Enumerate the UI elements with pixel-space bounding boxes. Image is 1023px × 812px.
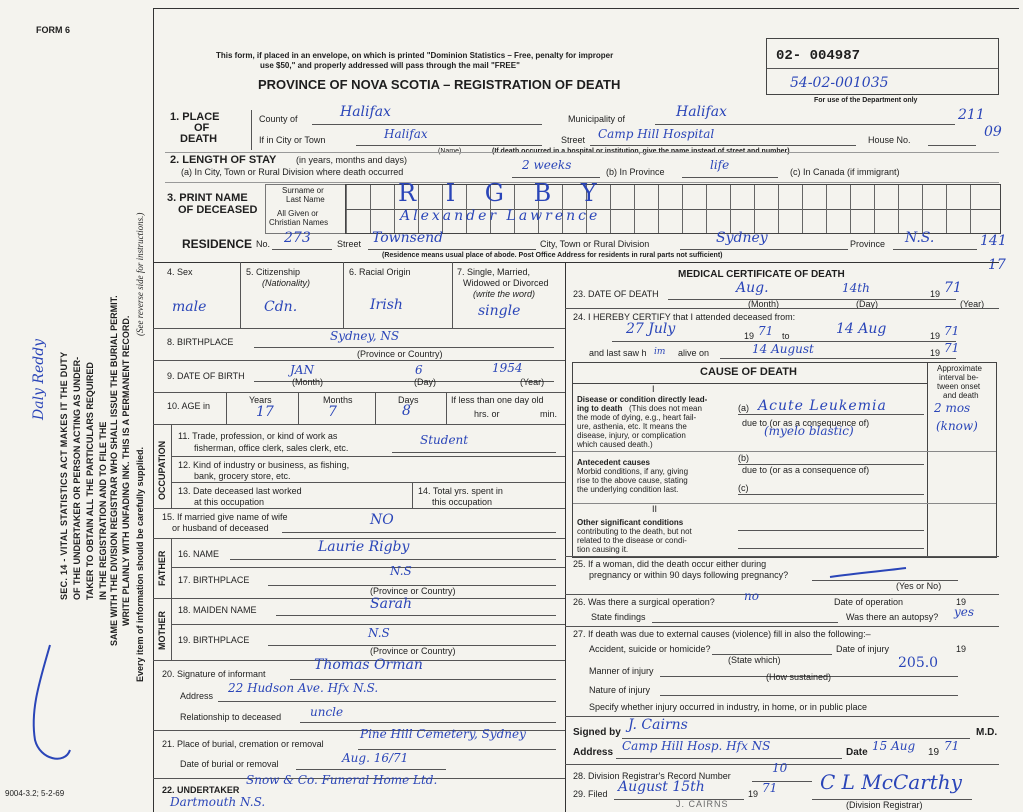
birthplace-label: 8. BIRTHPLACE (167, 337, 234, 347)
relationship-label: Relationship to deceased (180, 712, 282, 722)
specify-label: Specify whether injury occurred in industry, in home, or in public place (589, 702, 867, 712)
stay-a-label: (a) In City, Town or Rural Division where death occurred (181, 167, 404, 177)
burial-date-label: Date of burial or removal (180, 759, 279, 769)
residence-street-value: Townsend (372, 230, 444, 246)
printer-code: 9004-3.2; 5-2-69 (5, 789, 65, 798)
given-names-value: Alexander Lawrence (400, 208, 601, 224)
informant-label: 20. Signature of informant (162, 669, 266, 679)
stay-c-label: (c) In Canada (if immigrant) (790, 167, 900, 177)
given-label-1: All Given or (277, 209, 319, 218)
father-birthplace-note: (Province or Country) (370, 586, 456, 596)
citizenship-value: Cdn. (264, 299, 298, 315)
father-name-label: 16. NAME (178, 549, 220, 559)
residence-note: (Residence means usual place of abode. Post Office Address for residents in rural parts not sufficient) (382, 252, 723, 259)
direct-note-2: the mode of dying, e.g., heart fail- (577, 413, 697, 422)
q13-label-1: 13. Date deceased last worked (178, 486, 302, 496)
undertaker-address: Dartmouth N.S. (170, 795, 266, 809)
county-label: County of (259, 114, 298, 124)
age-label: 10. AGE in (167, 401, 211, 411)
undertaker-value: Snow & Co. Funeral Home Ltd. (246, 773, 438, 787)
date-of-death-day: 14th (842, 281, 870, 295)
residence-province-label: Province (850, 239, 886, 249)
antecedent-note-3: the underlying condition last. (577, 485, 679, 494)
racial-origin-value: Irish (370, 297, 403, 313)
marital-label-3: (write the word) (473, 289, 536, 299)
dob-day-note: (Day) (414, 377, 436, 387)
q28-value: 10 (772, 761, 788, 775)
medical-title: MEDICAL CERTIFICATE OF DEATH (678, 269, 845, 280)
marital-label-2: Widowed or Divorced (463, 278, 549, 288)
cause-b-prefix: (b) (738, 453, 749, 463)
q13-label-2: at this occupation (194, 497, 265, 507)
signed-by-value: J. Cairns (628, 717, 688, 733)
residence-city-label: City, Town or Rural Division (540, 239, 650, 249)
q29-label: 29. Filed (573, 789, 608, 799)
birthplace-note: (Province or Country) (357, 349, 443, 359)
citizenship-label: 5. Citizenship (246, 267, 301, 277)
operation-date-label: Date of operation (834, 597, 904, 607)
code-17: 17 (988, 257, 1006, 273)
q29-year: 71 (762, 781, 778, 795)
mother-birthplace-label: 19. BIRTHPLACE (178, 635, 250, 645)
interval-label-2: interval be- (939, 373, 979, 382)
sex-value: male (172, 299, 207, 315)
date-of-death-year: 71 (944, 280, 962, 296)
q25-dash (828, 565, 908, 581)
dod-month-note: (Month) (748, 299, 780, 309)
cause-c-prefix: (c) (738, 483, 749, 493)
place-of-label: OF (194, 122, 210, 134)
residence-no-label: No. (256, 239, 271, 249)
reverse-side-note: (See reverse side for instructions.) (135, 212, 145, 336)
city-label: If in City or Town (259, 135, 326, 145)
law-line-6: WRITE PLAINLY WITH UNFADING INK. THIS IS A PERMANENT RECORD. (121, 315, 131, 626)
date-of-death-month: Aug. (736, 280, 769, 296)
q29-value: August 15th (618, 779, 705, 795)
cause-b-due-to: due to (or as a consequence of) (742, 465, 870, 475)
attended-to-label: to (782, 331, 790, 341)
last-saw-label: and last saw h (589, 348, 647, 358)
residence-city-value: Sydney (716, 230, 768, 246)
mother-birthplace-note: (Province or Country) (370, 646, 456, 656)
mail-notice-2: use $50," and properly addressed will pass through the mail "FREE" (260, 61, 520, 70)
q25-label-2: pregnancy or within 90 days following pregnancy? (589, 570, 789, 580)
city-name-note: (Name) (438, 148, 462, 155)
q11-value: Student (420, 433, 469, 447)
code-211: 211 (958, 107, 985, 123)
age-years-label: Years (249, 395, 272, 405)
dod-day-note: (Day) (856, 299, 878, 309)
date-of-death-label: 23. DATE OF DEATH (573, 289, 659, 299)
residence-street-label: Street (337, 239, 362, 249)
law-line-5: SAME WITH THE DIVISION REGISTRAR WHO SHALL ISSUE THE BURIAL PERMIT. (109, 295, 119, 646)
q26-value: no (744, 589, 759, 603)
age-days-label: Days (398, 395, 419, 405)
stay-label: 2. LENGTH OF STAY (170, 154, 277, 166)
father-name-value: Laurie Rigby (318, 539, 410, 555)
code-09: 09 (984, 124, 1002, 140)
residence-label: RESIDENCE (182, 237, 253, 251)
stay-label-note: (in years, months and days) (296, 155, 408, 165)
min-label: min. (540, 409, 558, 419)
roman-two: II (652, 504, 658, 514)
law-line-4: IN THE REGISTRATION AND TO FILE THE (98, 421, 108, 600)
cause-of-death-title: CAUSE OF DEATH (700, 366, 797, 378)
father-side-label: FATHER (157, 550, 167, 586)
attended-from: 27 July (626, 321, 676, 337)
top-frame-line (153, 8, 1019, 9)
city-value: Halifax (384, 127, 428, 141)
how-sustained-note: (How sustained) (766, 672, 832, 682)
direct-note-3: ure, asthenia, etc. It means the (577, 422, 687, 431)
surname-label-2: Last Name (286, 195, 325, 204)
dob-year-note: (Year) (520, 377, 545, 387)
other-note-2: related to the disease or condi- (577, 536, 687, 545)
birthplace-value: Sydney, NS (330, 329, 400, 343)
attended-from-year: 71 (758, 324, 774, 338)
attended-prefix-19: 19 (744, 331, 755, 341)
careful-note: Every item of information should be carefully supplied. (135, 446, 145, 682)
informant-address-value: 22 Hudson Ave. Hfx N.S. (228, 681, 379, 695)
q28-label: 28. Division Registrar's Record Number (573, 771, 731, 781)
residence-province-value: N.S. (905, 230, 935, 246)
q12-label-2: bank, grocery store, etc. (194, 471, 291, 481)
municipality-label: Municipality of (568, 114, 626, 124)
mother-birthplace-value: N.S (368, 626, 390, 640)
informant-address-label: Address (180, 691, 214, 701)
mother-side-label: MOTHER (157, 611, 167, 650)
hospital-note: (If death occurred in a hospital or institution, give the name instead of street and number) (492, 148, 790, 155)
father-birthplace-value: N.S (390, 564, 412, 578)
other-note-3: tion causing it. (577, 545, 629, 554)
marital-label-1: 7. Single, Married, (457, 267, 531, 277)
signature-date-prefix: 19 (928, 747, 940, 758)
street-value: Camp Hill Hospital (598, 127, 715, 141)
signed-by-label: Signed by (573, 727, 621, 738)
mother-maiden-value: Sarah (370, 596, 412, 612)
department-use-label: For use of the Department only (814, 97, 918, 104)
registrar-note: (Division Registrar) (846, 800, 923, 810)
surname-label-1: Surname or (282, 186, 324, 195)
street-label: Street (561, 135, 586, 145)
informant-value: Thomas Orman (314, 657, 423, 673)
signature-date-year: 71 (944, 739, 960, 753)
signer-address-value: Camp Hill Hosp. Hfx NS (622, 739, 771, 753)
registration-number: 02- 004987 (776, 48, 861, 64)
occupation-side-label: OCCUPATION (157, 440, 167, 500)
cairns-stamp: J. CAIRNS (676, 799, 729, 809)
nature-label: Nature of injury (589, 685, 651, 695)
spouse-label-1: 15. If married give name of wife (162, 512, 288, 522)
father-birthplace-label: 17. BIRTHPLACE (178, 575, 250, 585)
law-line-3: TAKER TO OBTAIN ALL THE PARTICULARS REQUIRED (85, 362, 95, 600)
q25-yes-no: (Yes or No) (896, 581, 942, 591)
interval-label-1: Approximate (937, 364, 982, 373)
spouse-value: NO (370, 512, 394, 528)
left-frame-line (153, 8, 154, 812)
cause-a-value: Acute Leukemia (758, 398, 887, 414)
autopsy-value: yes (954, 605, 975, 619)
q27-label: 27. If death was due to external causes (violence) fill in also the following:– (573, 629, 871, 639)
q14-label-1: 14. Total yrs. spent in (418, 486, 503, 496)
cause-a-prefix: (a) (738, 403, 749, 413)
regbox-handwritten: 54-02-001035 (790, 75, 889, 91)
surname-value: R I G B Y (398, 179, 608, 207)
marital-value: single (478, 303, 521, 319)
burial-place-value: Pine Hill Cemetery, Sydney (360, 727, 526, 741)
q12-label-1: 12. Kind of industry or business, as fishing, (178, 460, 350, 470)
injury-date-prefix: 19 (956, 644, 967, 654)
operation-date-prefix: 19 (956, 597, 967, 607)
less-than-day-label: If less than one day old (451, 395, 544, 405)
cause-a-interval-note: (know) (936, 419, 978, 433)
antecedent-note-2: rise to the above cause, stating (577, 476, 688, 485)
q24-label: 24. I HEREBY CERTIFY that I attended deceased from: (573, 312, 796, 322)
dob-year: 1954 (492, 361, 523, 375)
last-saw-handwritten: im (654, 347, 666, 357)
q26-label: 26. Was there a surgical operation? (573, 597, 715, 607)
manner-label: Manner of injury (589, 666, 654, 676)
attended-to-year: 71 (944, 324, 960, 338)
alive-on-year: 71 (944, 341, 960, 355)
roman-one: I (652, 384, 655, 394)
q11-label-2: fisherman, office clerk, sales clerk, etc. (194, 443, 349, 453)
autopsy-label: Was there an autopsy? (846, 612, 939, 622)
page-title: PROVINCE OF NOVA SCOTIA – REGISTRATION OF DEATH (258, 77, 621, 92)
citizenship-note: (Nationality) (262, 278, 311, 288)
house-no-label: House No. (868, 135, 911, 145)
law-line-1: SEC. 14 - VITAL STATISTICS ACT MAKES IT THE DUTY (59, 351, 69, 600)
undertaker-label: 22. UNDERTAKER (162, 785, 240, 795)
relationship-value: uncle (310, 705, 344, 719)
cause-a-due-to: due to (or as a consequence of) (742, 418, 870, 428)
attended-to: 14 Aug (836, 321, 887, 337)
q11-label-1: 11. Trade, profession, or kind of work as (178, 431, 338, 441)
signer-address-label: Address (573, 747, 614, 758)
antecedent-label: Antecedent causes (577, 458, 650, 467)
residence-no-value: 273 (284, 230, 311, 246)
dob-day: 6 (415, 363, 423, 377)
antecedent-note-1: Morbid conditions, if any, giving (577, 467, 689, 476)
cause-a-interval: 2 mos (934, 401, 971, 415)
print-name-label: 3. PRINT NAME (167, 192, 248, 204)
alive-on-prefix: 19 (930, 348, 941, 358)
q14-label-2: this occupation (432, 497, 493, 507)
law-line-2: OF THE UNDERTAKER OR PERSON ACTING AS UNDER- (72, 356, 82, 600)
stay-b-value: life (710, 158, 730, 172)
code-141: 141 (980, 233, 1007, 249)
mail-notice-1: This form, if placed in an envelope, on which is printed "Dominion Statistics – Free, penalty for improper (216, 51, 614, 60)
stay-a-value: 2 weeks (522, 158, 572, 172)
signature-date-label: Date (846, 747, 868, 758)
q29-prefix: 19 (748, 789, 759, 799)
direct-cause-label-2: ing to death (577, 404, 623, 413)
other-conditions-label: Other significant conditions (577, 518, 684, 527)
registrar-signature: C L McCarthy (820, 770, 962, 794)
age-years-value: 17 (256, 404, 274, 420)
injury-date-label: Date of injury (836, 644, 890, 654)
spouse-label-2: or husband of deceased (172, 523, 269, 533)
interval-label-4: and death (943, 391, 979, 400)
municipality-value: Halifax (676, 104, 727, 120)
cause-a-subtype: (myelo blastic) (764, 424, 854, 438)
mother-maiden-label: 18. MAIDEN NAME (178, 605, 257, 615)
racial-origin-label: 6. Racial Origin (349, 267, 411, 277)
of-deceased-label: OF DECEASED (178, 204, 258, 216)
place-death-label: DEATH (180, 133, 218, 145)
attended-to-prefix: 19 (930, 331, 941, 341)
direct-note-4: disease, injury, or complication (577, 431, 686, 440)
date-of-death-prefix: 19 (930, 289, 941, 299)
county-value: Halifax (340, 104, 391, 120)
interval-label-3: tween onset (937, 382, 981, 391)
margin-signature: Daly Reddy (31, 338, 47, 420)
given-label-2: Christian Names (269, 218, 329, 227)
column-divider (565, 262, 566, 812)
age-months-value: 7 (328, 404, 337, 420)
margin-scribble (20, 640, 80, 770)
findings-label: State findings (591, 612, 646, 622)
dob-month-note: (Month) (292, 377, 324, 387)
sex-label: 4. Sex (167, 267, 193, 277)
md-label: M.D. (976, 727, 998, 738)
alive-on-value: 14 August (752, 342, 814, 356)
state-which-note: (State which) (728, 655, 781, 665)
dob-month: JAN (290, 363, 314, 377)
accident-label: Accident, suicide or homicide? (589, 644, 711, 654)
dob-label: 9. DATE OF BIRTH (167, 371, 245, 381)
other-note-1: contributing to the death, but not (577, 527, 692, 536)
burial-place-label: 21. Place of burial, cremation or removal (162, 739, 324, 749)
age-months-label: Months (323, 395, 353, 405)
age-days-value: 8 (402, 403, 411, 419)
alive-on-label: alive on (678, 348, 710, 358)
q27-code: 205.0 (898, 655, 939, 671)
direct-note-5: which caused death.) (577, 440, 653, 449)
hrs-label: hrs. or (474, 409, 500, 419)
dod-year-note: (Year) (960, 299, 985, 309)
direct-note-1: (This does not mean (629, 404, 702, 413)
place-label: 1. PLACE (170, 111, 220, 123)
burial-date-value: Aug. 16/71 (342, 751, 409, 765)
stay-b-label: (b) In Province (606, 167, 665, 177)
direct-cause-label: Disease or condition directly lead- (577, 395, 708, 404)
signature-date-value: 15 Aug (872, 739, 916, 753)
q25-label-1: 25. If a woman, did the death occur either during (573, 559, 767, 569)
form-number: FORM 6 (36, 25, 71, 35)
